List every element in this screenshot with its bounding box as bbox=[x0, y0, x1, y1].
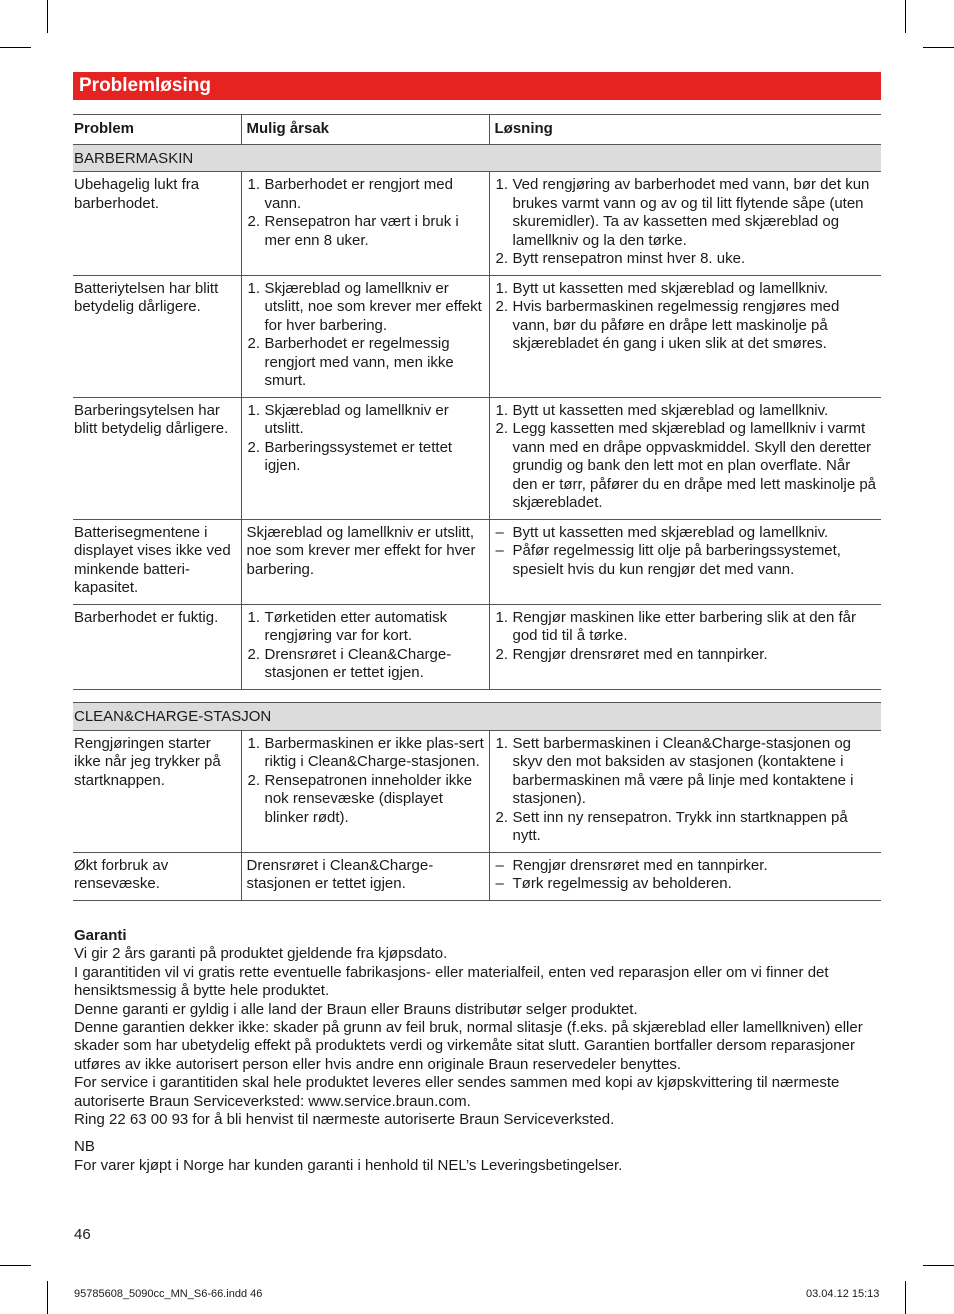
list-marker: 2. bbox=[495, 298, 509, 315]
list-marker: 1. bbox=[495, 608, 509, 626]
list-marker: 2. bbox=[247, 335, 261, 352]
list-item bbox=[495, 809, 878, 846]
list-item-text: Bytt ut kassetten med skjæreblad og lamellkniv. bbox=[512, 401, 829, 419]
warranty-line: Ring 22 63 00 93 for å bli henvist til nærmeste autoriserte Braun Serviceverksted. bbox=[74, 1111, 615, 1129]
station-troubleshooting-table bbox=[73, 702, 881, 901]
list-item-text: Skjæreblad og lamellkniv er utslitt. bbox=[264, 401, 449, 437]
list-marker: 2. bbox=[247, 438, 261, 456]
list-item-text: Barberhodet er regelmessig rengjort med vann, men ikke smurt. bbox=[264, 335, 454, 389]
list-item bbox=[247, 735, 485, 772]
list-marker: 2. bbox=[495, 420, 509, 437]
crop-mark bbox=[923, 47, 954, 48]
list-item bbox=[247, 439, 485, 476]
cause-cell bbox=[241, 519, 489, 604]
list-item-text: Rensepatron har vært i bruk i mer enn 8 uker. bbox=[264, 213, 459, 249]
list-item-text: Sett inn ny rensepatron. Trykk inn startknappen på nytt. bbox=[512, 808, 848, 844]
list-marker: 2. bbox=[247, 645, 261, 663]
table-row bbox=[73, 172, 881, 276]
list-item-text: Barbermaskinen er ikke plas-sert riktig i Clean&Charge-stasjonen. bbox=[264, 734, 484, 770]
crop-mark bbox=[0, 1265, 31, 1266]
shaver-troubleshooting-table bbox=[73, 114, 881, 690]
table-row bbox=[73, 275, 881, 397]
warranty-line: Vi gir 2 års garanti på produktet gjeldende fra kjøpsdato. bbox=[74, 945, 448, 963]
warranty-line: Denne garantien dekker ikke: skader på grunn av feil bruk, normal slitasje (f.eks. på skjæreblad eller lamellkniven) eller skader som har ubetydelig effekt på produktets verdi og virkemåte sitat slutt. Garantien bortfaller dersom reparasjoner utføres av ikke autorisert person eller hvis andre enn originale Braun reservedeler benyttes. bbox=[74, 1019, 863, 1073]
list-item bbox=[495, 857, 878, 876]
list-item-text: Bytt ut kassetten med skjæreblad og lamellkniv. bbox=[512, 279, 829, 297]
list-marker: 2. bbox=[495, 645, 509, 663]
solution-cell bbox=[489, 604, 881, 689]
warranty-section bbox=[74, 927, 874, 1175]
section-label-shaver: BARBERMASKIN bbox=[73, 144, 881, 172]
warranty-line: Denne garanti er gyldig i alle land der Braun eller Brauns distributør selger produktet. bbox=[74, 1000, 638, 1018]
problem-cell: Økt forbruk av rensevæske. bbox=[73, 852, 241, 900]
list-item bbox=[495, 280, 878, 299]
cause-cell bbox=[241, 730, 489, 852]
dash-list bbox=[495, 857, 878, 894]
solution-cell bbox=[489, 519, 881, 604]
list-item-text: Drensrøret i Clean&Charge-stasjonen er tettet igjen. bbox=[264, 645, 452, 681]
crop-mark bbox=[47, 0, 48, 33]
list-marker: 1. bbox=[495, 279, 509, 297]
table-row bbox=[73, 852, 881, 900]
list-item-text: Tørk regelmessig av beholderen. bbox=[512, 875, 732, 892]
list-item-text: Bytt ut kassetten med skjæreblad og lamellkniv. bbox=[512, 523, 829, 541]
list-item bbox=[495, 875, 878, 894]
crop-mark bbox=[47, 1281, 48, 1314]
solution-cell bbox=[489, 275, 881, 397]
problem-cell: Ubehagelig lukt fra barberhodet. bbox=[73, 172, 241, 276]
header-cause: Mulig årsak bbox=[241, 115, 489, 145]
warranty-heading: Garanti bbox=[74, 927, 127, 944]
list-item bbox=[247, 402, 485, 439]
cause-cell bbox=[241, 275, 489, 397]
list-item-text: Tørketiden etter automatisk rengjøring var for kort. bbox=[264, 608, 448, 644]
table-row bbox=[73, 519, 881, 604]
list-marker: 1. bbox=[247, 176, 261, 193]
dash-list bbox=[495, 524, 878, 580]
warranty-line: I garantitiden vil vi gratis rette eventuelle fabrikasjons- eller materialfeil, enten ved reparasjon eller om vi finner det hensiktsmessig å bytte hele produktet. bbox=[74, 963, 829, 1000]
solution-cell bbox=[489, 852, 881, 900]
numbered-list bbox=[247, 402, 485, 476]
list-marker: 1. bbox=[247, 279, 261, 297]
list-item bbox=[495, 646, 878, 665]
list-item bbox=[495, 542, 878, 579]
list-marker: 1. bbox=[247, 401, 261, 419]
warranty-line: For service i garantitiden skal hele produktet leveres eller sendes sammen med kopi av kjøpskvittering til nærmeste autoriserte Braun Serviceverksted: www.service.braun.com. bbox=[74, 1074, 840, 1110]
list-item-text: Ved rengjøring av barberhodet med vann, bør det kun brukes varmt vann og av og til litt flytende såpe (uten skuremidler). Ta av kassetten med skjæreblad og lamellkniv og la den tørke. bbox=[512, 176, 870, 249]
numbered-list bbox=[247, 735, 485, 828]
list-marker: – bbox=[495, 856, 504, 874]
list-item-text: Rensepatronen inneholder ikke nok rensevæske (displayet blinker rødt). bbox=[264, 771, 473, 826]
list-item-text: Rengjør maskinen like etter barbering slik at den får god tid til å tørke. bbox=[512, 608, 856, 644]
page-title: Problemløsing bbox=[73, 72, 881, 100]
list-item-text: Hvis barbermaskinen regelmessig rengjøres med vann, bør du påføre en dråpe lett maskinolje på skjærebladet én gang i uken slik at det smøres. bbox=[512, 298, 840, 352]
list-marker: 1. bbox=[495, 734, 509, 752]
cause-cell bbox=[241, 172, 489, 276]
list-marker: 1. bbox=[247, 608, 261, 626]
list-item-text: Bytt rensepatron minst hver 8. uke. bbox=[512, 250, 746, 267]
table-row bbox=[73, 730, 881, 852]
list-item bbox=[247, 280, 485, 336]
header-problem: Problem bbox=[73, 115, 241, 145]
list-marker: 1. bbox=[495, 401, 509, 419]
list-marker: 2. bbox=[495, 808, 509, 826]
list-item bbox=[495, 176, 878, 250]
list-marker: – bbox=[495, 523, 504, 541]
nb-label: NB bbox=[74, 1138, 95, 1156]
list-item bbox=[495, 735, 878, 809]
list-item-text: Rengjør drensrøret med en tannpirker. bbox=[512, 645, 768, 663]
list-item-text: Barberhodet er rengjort med vann. bbox=[264, 176, 453, 212]
list-marker: – bbox=[495, 875, 504, 892]
header-solution: Løsning bbox=[489, 115, 881, 145]
solution-cell bbox=[489, 730, 881, 852]
cause-cell bbox=[241, 604, 489, 689]
list-item bbox=[495, 524, 878, 543]
problem-cell: Batteriytelsen har blitt betydelig dårligere. bbox=[73, 275, 241, 397]
list-item-text: Legg kassetten med skjæreblad og lamellkniv i varmt vann med en dråpe oppvaskmiddel. Skyll den deretter grundig og bank den lett mot en plan overflate. Når den er tørr, påfører du en dråpe med lett maskinolje på skjærebladet. bbox=[512, 420, 877, 511]
problem-cell: Batterisegmentene i displayet vises ikke ved minkende batteri-kapasitet. bbox=[73, 519, 241, 604]
numbered-list bbox=[247, 176, 485, 250]
problem-cell: Barberhodet er fuktig. bbox=[73, 604, 241, 689]
cause-cell bbox=[241, 852, 489, 900]
list-item bbox=[247, 646, 485, 683]
list-item-text: Rengjør drensrøret med en tannpirker. bbox=[512, 856, 768, 874]
table-row bbox=[73, 604, 881, 689]
footer-file-info: 95785608_5090cc_MN_S6-66.indd 46 bbox=[74, 1288, 263, 1300]
list-item bbox=[495, 402, 878, 421]
table-header-row bbox=[73, 115, 881, 145]
table-row bbox=[73, 397, 881, 519]
section-label-station: CLEAN&CHARGE-STASJON bbox=[73, 703, 881, 731]
list-item bbox=[495, 298, 878, 354]
list-marker: 2. bbox=[247, 213, 261, 230]
section-row bbox=[73, 144, 881, 172]
numbered-list bbox=[247, 280, 485, 391]
footer-timestamp: 03.04.12 15:13 bbox=[806, 1288, 880, 1300]
numbered-list bbox=[247, 609, 485, 683]
list-item-text: Påfør regelmessig litt olje på barberingssystemet, spesielt hvis du kun rengjør det med vann. bbox=[512, 542, 841, 578]
list-item-text: Barberingssystemet er tettet igjen. bbox=[264, 438, 453, 474]
numbered-list bbox=[495, 280, 878, 354]
problem-cell: Barberingsytelsen har blitt betydelig dårligere. bbox=[73, 397, 241, 519]
solution-cell bbox=[489, 397, 881, 519]
list-marker: 2. bbox=[495, 250, 509, 267]
crop-mark bbox=[905, 1281, 906, 1314]
section-row bbox=[73, 703, 881, 731]
solution-cell bbox=[489, 172, 881, 276]
list-marker: 1. bbox=[247, 734, 261, 752]
cell-text: Skjæreblad og lamellkniv er utslitt, noe som krever mer effekt for hver barbering. bbox=[246, 523, 476, 578]
list-item bbox=[247, 772, 485, 828]
cell-text: Drensrøret i Clean&Charge-stasjonen er tettet igjen. bbox=[246, 856, 434, 892]
list-item-text: Sett barbermaskinen i Clean&Charge-stasjonen og skyv den mot baksiden av stasjonen (kontaktene i barbermaskinen må være på linje med kontaktene i stasjonen). bbox=[512, 734, 854, 807]
nb-text: For varer kjøpt i Norge har kunden garanti i henhold til NEL’s Leveringsbetingelser. bbox=[74, 1156, 623, 1174]
problem-cell: Rengjøringen starter ikke når jeg trykker på startknappen. bbox=[73, 730, 241, 852]
list-marker: 1. bbox=[495, 176, 509, 193]
list-item bbox=[247, 335, 485, 391]
crop-mark bbox=[905, 0, 906, 33]
list-item bbox=[495, 609, 878, 646]
list-marker: – bbox=[495, 542, 504, 559]
list-item bbox=[247, 213, 485, 250]
numbered-list bbox=[495, 735, 878, 846]
cause-cell bbox=[241, 397, 489, 519]
numbered-list bbox=[495, 609, 878, 665]
list-item-text: Skjæreblad og lamellkniv er utslitt, noe som krever mer effekt for hver barbering. bbox=[264, 279, 482, 334]
numbered-list bbox=[495, 176, 878, 269]
crop-mark bbox=[0, 47, 31, 48]
list-item bbox=[247, 176, 485, 213]
list-item bbox=[495, 420, 878, 513]
crop-mark bbox=[923, 1265, 954, 1266]
numbered-list bbox=[495, 402, 878, 513]
list-marker: 2. bbox=[247, 771, 261, 789]
list-item bbox=[247, 609, 485, 646]
list-item bbox=[495, 250, 878, 269]
page-number: 46 bbox=[74, 1226, 91, 1243]
